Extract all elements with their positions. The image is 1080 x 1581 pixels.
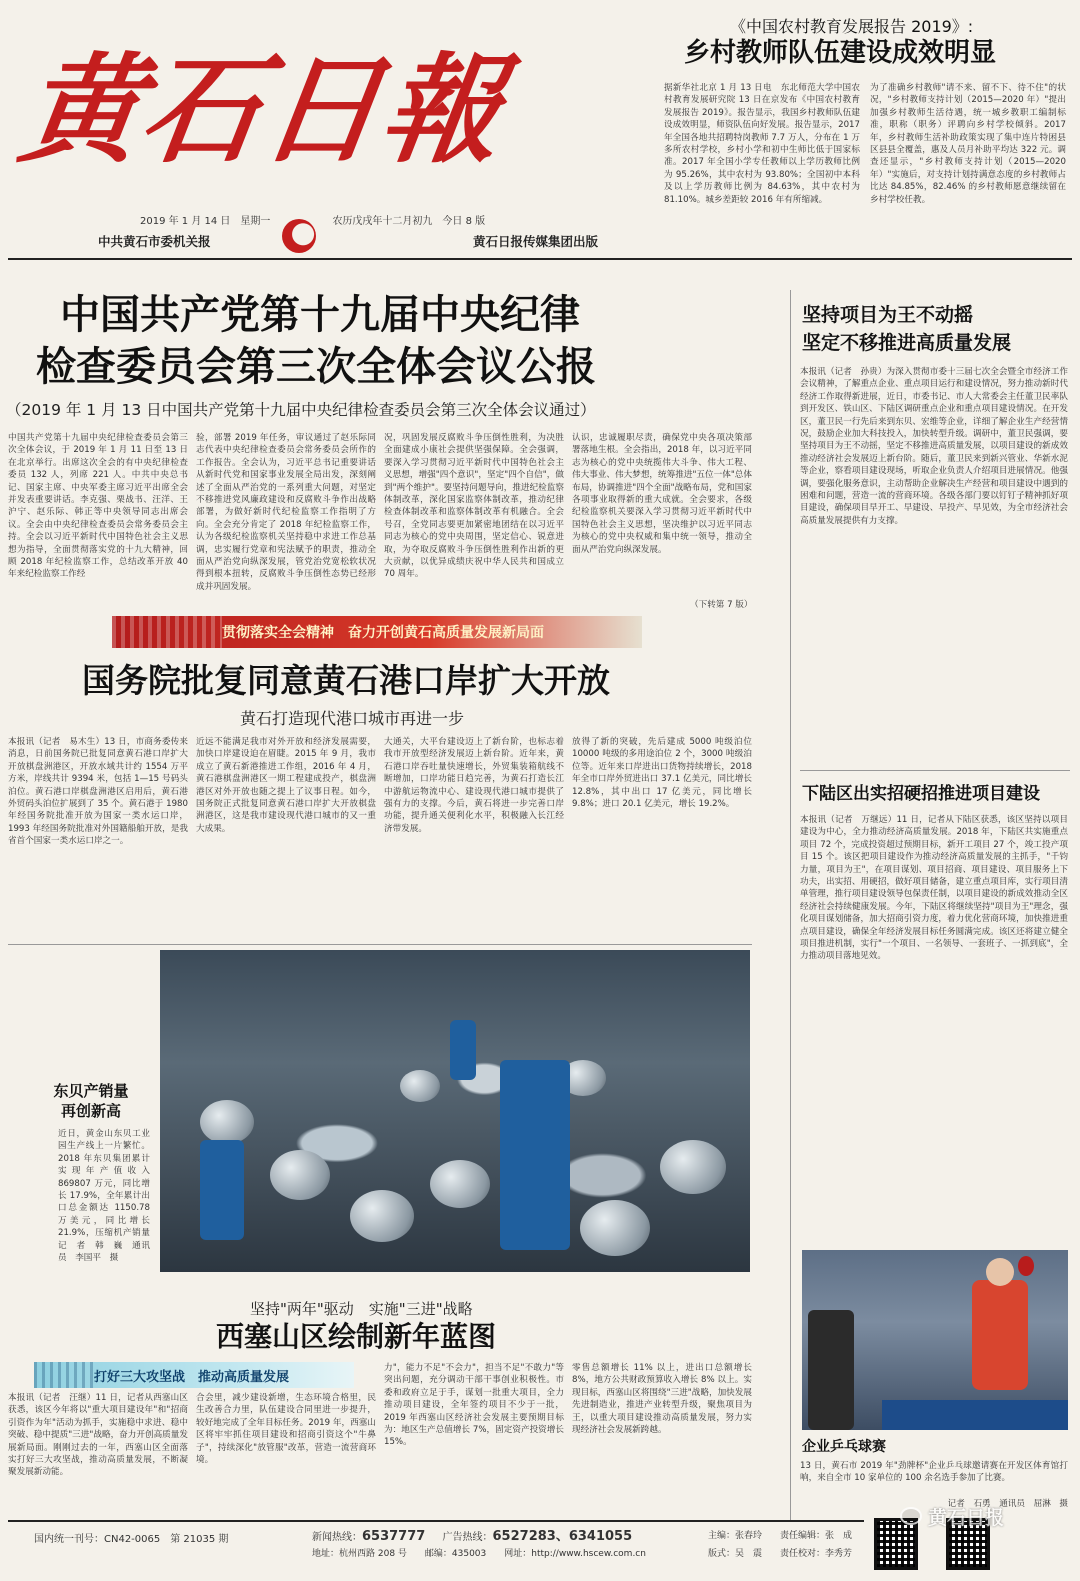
table-net (882, 1400, 1068, 1430)
worker-figure (500, 1060, 570, 1250)
lead-col4: 认识，忠诚履职尽责，确保党中央各项决策部署落地生根。全会指出，2018 年，以习近平同志为核心的党中央统揽伟大斗争、伟大工程、伟大事业、伟大梦想，统筹推进"五位一体"总体布局，协调推进"四个全面"战略布局，党和国家各项事业取得新的重大成就。全会要求，各级纪检监察机关要深入学习贯彻习近平新时代中国特色社会主义思想，坚决维护以习近平同志为核心的党中央权威和集中统一领导，推动全面从严治党向纵深发展。 (572, 433, 752, 555)
lead-col1: 中国共产党第十九届中央纪律检查委员会第三次全体会议，于 2019 年 1 月 11 日至 13 日在北京举行。出席这次全会的有中央纪律检查委员 132 人，列席 221 人。中共中央总书记、国家主席、中央军委主席习近平出席全会并发表重要讲话。李克强、栗战书、汪洋、王沪宁、赵乐际、韩正等中央领导同志出席会议。全会由中央纪律检查委员会常务委员会主持。全会以习近平新时代中国特色社会主义思想为指导，全面贯彻落实党的十九大精神，回顾 2018 年纪检监察工作，总结改革开放 40 年来纪检监察工作经 (8, 433, 188, 580)
top-story-col1: 据新华社北京 1 月 13 日电 东北师范大学中国农村教育发展研究院 13 日在京发布《中国农村教育发展报告 2019》。报告显示，我国乡村教师队伍建设成效明显，师资队伍向好发展。报告显示，2017 年全国各地共招聘特岗教师 7.7 万人，分布在 1 万多所农村学校，乡村小学和初中生师比低于国家标准。2017 年全国小学专任教师以上学历教师比例为 95.26%，其中农村为 93.80%；全国初中本科及以上学历教师比例为 84.63%，其中农村为 81.10%。城乡差距较 2016 年有所缩减。 (664, 83, 860, 205)
worker-figure (450, 1020, 476, 1080)
spectator-figure (808, 1310, 854, 1430)
factory-photo (160, 950, 750, 1272)
watermark-text: 黄石日报 (928, 1506, 1005, 1529)
red-banner (112, 616, 642, 648)
factory-box-border (8, 944, 752, 945)
top-story-kicker: 《中国农村教育发展报告 2019》: (730, 17, 974, 36)
compressor-shape (400, 1070, 440, 1102)
factory-caption-title-1: 东贝产销量 (53, 1082, 129, 1100)
lead-col3: 况，巩固发展反腐败斗争压倒性胜利，为决胜全面建成小康社会提供坚强保障。全会强调，要深入学习贯彻习近平新时代中国特色社会主义思想，增强"四个意识"，坚定"四个自信"，做到"两个维护"。要坚持问题导向，推进纪检监察体制改革，深化国家监察体制改革，推动纪律检查体制改革和监察体制改革有机融合。全会号召，全党同志要更加紧密地团结在以习近平同志为核心的党中央周围，坚定信心、锐意进取，为夺取反腐败斗争压倒性胜利作出新的更大贡献，以优异成绩庆祝中华人民共和国成立 70 周年。 (384, 433, 564, 580)
port-col1: 本报讯（记者 易木生）13 日，市商务委传来消息，日前国务院已批复同意黄石港口岸扩大开放棋盘洲港区，开放水域共计约 1554 万平方米，岸线共计 9394 米，包括 1—15 号码头泊位。黄石港口岸棋盘洲港区启用后，黄石港外贸码头泊位扩展到了 35 个。黄石港于 1980 年经国务院批准开放为国家一类水运口岸，1993 年经国务院批准对外国籍船舶开放，是我省首个国家一类水运口岸之一。 (8, 737, 188, 847)
player-head (986, 1258, 1014, 1286)
blue-banner (34, 1362, 354, 1388)
lead-headline-line1: 中国共产党第十九届中央纪律 (60, 291, 580, 338)
wechat-watermark (900, 1502, 1070, 1530)
lead-continued: （下转第 7 版） (690, 600, 753, 610)
footer-hotlines (312, 1525, 672, 1544)
wechat-icon (900, 1507, 922, 1525)
organ-label: 中共黄石市委机关报 (98, 234, 211, 249)
xisai-col3: 力"，能力不足"不会力"，担当不足"不敢力"等突出问题，充分调动干部干事创业积极性。市委和政府立足于手，谋划一批重大项目，全力推动项目建设，全年签约项目不少于一批，2019 年西塞山区经济社会发展主要预期目标为：地区生产总值增长 7%，固定资产投资增长 15%。 (384, 1363, 564, 1448)
red-banner-text: 贯彻落实全会精神 奋力开创黄石高质量发展新局面 (222, 625, 544, 641)
publisher-label: 黄石日报传媒集团出版 (472, 234, 598, 249)
lead-col2: 验，部署 2019 年任务，审议通过了赵乐际同志代表中央纪律检查委员会常务委员会所作的工作报告。全会认为，习近平总书记重要讲话从新时代党和国家事业发展全局出发，深刻阐述了全面从严治党的一系列重大问题，对坚定不移推进党风廉政建设和反腐败斗争作出战略部署，为做好新时代纪检监察工作指明了方向。全会充分肯定了 2018 年纪检监察工作，认为各级纪检监察机关坚持稳中求进工作总基调，忠实履行党章和宪法赋予的职责，推动全面从严治党向纵深发展，管党治党宽松软状况得到根本扭转，反腐败斗争压倒性态势已经形成并巩固发展。 (196, 433, 376, 592)
compressor-shape (200, 1100, 254, 1144)
compressor-shape (270, 1150, 330, 1200)
xisai-kicker: 坚持"两年"驱动 实施"三进"战略 (250, 1300, 473, 1318)
compressor-shape (350, 1190, 414, 1242)
masthead-organ-line (98, 232, 678, 250)
lead-headline-line2: 检查委员会第三次全体会议公报 (36, 343, 596, 390)
right-story1-headline-1: 坚持项目为王不动摇 (802, 304, 974, 326)
right-story2-text: 本报讯（记者 万继远）11 日，记者从下陆区获悉，该区坚持以项目建设为中心，全力推动经济高质量发展。2018 年，下陆区共实施重点项目 72 个，完成投资超过预期目标，新开工项目 27 个，竣工投产项目 15 个。该区把项目建设作为推动经济高质量发展的主抓手，"千钧力量，项目为王"，在项目谋划、项目招商、项目建设、项目服务上下功夫，出实招、用硬招，做好项目储备，建立重点项目库，实行项目清单管理，推行项目建设领导包保责任制，以项目建设的新成效推动全区经济社会持续健康发展。今年，下陆区将继续坚持"项目为王"理念，强化项目谋划储备，加大招商引资力度，着力优化营商环境，加快推进重点项目建设，确保全年经济发展目标任务圆满完成。该区还将建立健全项目推进机制，实行"一个项目、一名领导、一套班子、一抓到底"，全力推动项目落地见效。 (800, 815, 1068, 962)
xisai-col2: 合会里，减少建设新增，生态环境合格里，民生改善合力里，队伍建设合同里进一步提升，较好地完成了全年目标任务。2019 年，西塞山区将牢牢抓住项目建设和招商引资这个"牛鼻子"，持续深化"放管服"改革，营造一流营商环境。 (196, 1393, 376, 1466)
port-col2: 近远不能满足我市对外开放和经济发展需要，加快口岸建设迫在眉睫。2015 年 9 月，我市成立了黄石新港推进工作组，2016 年 4 月，黄石港棋盘洲港区一期工程建成投产，棋盘洲港区对外开放也随之提上了议事日程。如今，国务院正式批复同意黄石港口岸扩大开放棋盘洲港区，这是我市建设现代港口城市的又一重大成果。 (196, 737, 376, 834)
footer-address: 地址：杭州西路 208 号 邮编：435003 网址：http://www.hscew.com.cn (312, 1549, 646, 1559)
pingpong-photo (802, 1250, 1068, 1430)
worker-figure (200, 1140, 244, 1240)
paddle-icon (1018, 1256, 1034, 1276)
right-story1-text: 本报讯（记者 孙贵）为深入贯彻市委十三届七次全会暨全市经济工作会议精神，了解重点企业、重点项目运行和建设情况，努力推动新时代经济工作取得新进展，近日，市委书记、市人大常委会主任董卫民率队到开发区、铁山区、下陆区调研重点企业和重点项目建设情况。在开发区，董卫民一行先后来到东贝、宏维等企业，详细了解企业生产经营情况，鼓励企业加大科技投入，加快转型升级。调研中，董卫民强调，要坚持项目为王不动摇，坚定不移推进高质量发展，以项目建设的新成效推动经济社会发展迈上新台阶。随后，董卫民来到新兴管业、华新水泥等企业，察看项目建设现场，听取企业负责人介绍项目进展情况。他强调，要强化服务意识，主动帮助企业解决生产经营和项目建设中遇到的困难和问题，营造一流的营商环境。各级各部门要以钉钉子精神抓好项目建设，确保项目早开工、早建设、早投产、早见效，为全市经济社会高质量发展提供有力支撑。 (800, 367, 1068, 526)
masthead-date-line (140, 212, 680, 226)
date-line: 2019 年 1 月 14 日 星期一 (140, 216, 271, 227)
masthead-divider (8, 258, 1072, 260)
xisai-col4: 零售总额增长 11% 以上，进出口总额增长 8%，地方公共财政预算收入增长 8% 以上。实现目标，西塞山区将围绕"三进"战略，加快发展先进制造业，推进产业转型升级，聚焦项目为王，以重大项目建设推动高质量发展，努力实现经济社会发展新跨越。 (572, 1363, 752, 1436)
xisai-headline: 西塞山区绘制新年蓝图 (216, 1320, 497, 1353)
ad-label: 广告热线： (442, 1532, 493, 1543)
port-subhead: 黄石打造现代港口城市再进一步 (240, 709, 465, 728)
hotline-label: 新闻热线： (312, 1532, 362, 1543)
blue-banner-text: 打好三大攻坚战 推动高质量发展 (94, 1369, 290, 1385)
masthead-title: 黄石日報 (13, 40, 513, 179)
xisai-col1: 本报讯（记者 汪继）11 日，记者从西塞山区获悉，该区今年将以"重大项目建设年"和"招商引资作为年"活动为抓手，实施稳中求进、稳中突破、稳中提质"三进"战略，奋力开创高质量发展新局面。刚刚过去的一年，西塞山区全面落实打好三大攻坚战，推动高质量发展，不断凝聚发展新动能。 (8, 1393, 188, 1478)
pingpong-caption-text: 13 日，黄石市 2019 年"劲牌杯"企业乒乓球邀请赛在开发区体育馆打响，来自全市 10 家单位的 100 余名选手参加了比赛。 (800, 1461, 1068, 1484)
player-figure (972, 1280, 1028, 1390)
compressor-shape (430, 1160, 490, 1208)
right-story2-headline: 下陆区出实招硬招推进项目建设 (802, 784, 1040, 804)
compressor-shape (580, 1200, 650, 1256)
factory-caption-text: 近日，黄金山东贝工业园生产线上一片繁忙。2018 年东贝集团累计实现年产值收入 869807 万元，同比增长 17.9%，全年累计出口总金额达 1150.78 万美元，同比增长 21.9%，压缩机产销量 (58, 1129, 150, 1239)
skyline-icon (112, 616, 222, 648)
lunar-line: 农历戊戌年十二月初九 今日 8 版 (332, 216, 486, 227)
right-story-divider (800, 770, 1070, 771)
top-story-headline: 乡村教师队伍建设成效明显 (684, 38, 997, 68)
footer-rule (8, 1520, 864, 1522)
factory-caption-title-2: 再创新高 (60, 1102, 121, 1120)
top-story-col2: 为了准确乡村教师"请不来、留不下、待不住"的状况，"乡村教师支持计划（2015—2020 年）"提出加强乡村教师生活待遇，统一城乡教职工编制标准，职称（职务）评聘向乡村学校倾斜。2017 年，乡村教师生活补助政策实现了集中连片特困县区县县全覆盖，惠及人员月补助平均达 322 元。调查还显示，"乡村教师支持计划（2015—2020 年）"实施后，对支持计划持满意态度的乡村教师占比达 84.85%，82.46% 的乡村教师愿意继续留在乡村学校任教。 (870, 83, 1066, 205)
right-column-divider (790, 290, 791, 1520)
pingpong-caption-title: 企业乒乓球赛 (802, 1439, 886, 1455)
footer-proof: 版式：吴 震 责任校对：李秀芳 (708, 1549, 853, 1559)
lead-subhead: （2019 年 1 月 13 日中国共产党第十九届中央纪律检查委员会第三次全体会议通过） (6, 401, 596, 419)
skyline-icon (34, 1362, 94, 1388)
factory-credit: 记 者 韩 巍 通讯员 李国平 摄 (58, 1241, 150, 1264)
right-story1-headline-2: 坚定不移推进高质量发展 (802, 332, 1012, 354)
footer-editor: 主编：张春玲 责任编辑：张 成 (708, 1531, 853, 1541)
port-col3: 大通关，大平台建设迈上了新台阶，也标志着我市开放型经济发展迈上新台阶。近年来，黄石港口岸吞吐量快速增长，外贸集装箱航线不断增加，口岸功能日趋完善，为黄石打造长江中游航运物流中心、建设现代港口城市提供了强有力的支撑。今后，黄石将进一步完善口岸功能，提升通关便利化水平，积极融入长江经济带发展。 (384, 737, 564, 834)
footer-issn: 国内统一刊号：CN42-0065 第 21035 期 (34, 1534, 229, 1545)
ad-number: 6527283、6341055 (492, 1529, 633, 1544)
port-col4: 放得了新的突破，先后建成 5000 吨级泊位 10000 吨级的多用途泊位 2 个，3000 吨级泊位等。近年来口岸进出口货物持续增长，2018 年全市口岸外贸进出口 37.1 亿美元，同比增长 12.8%，其中出口 17 亿美元，同比增长 9.8%；进口 20.1 亿美元，增长 19.2%。 (572, 737, 752, 810)
compressor-shape (660, 1140, 726, 1194)
port-headline: 国务院批复同意黄石港口岸扩大开放 (82, 661, 610, 700)
pingpong-credit: 记者 石勇 通讯员 屈淋 摄 (947, 1499, 1068, 1509)
hotline-number: 6537777 (362, 1529, 426, 1544)
